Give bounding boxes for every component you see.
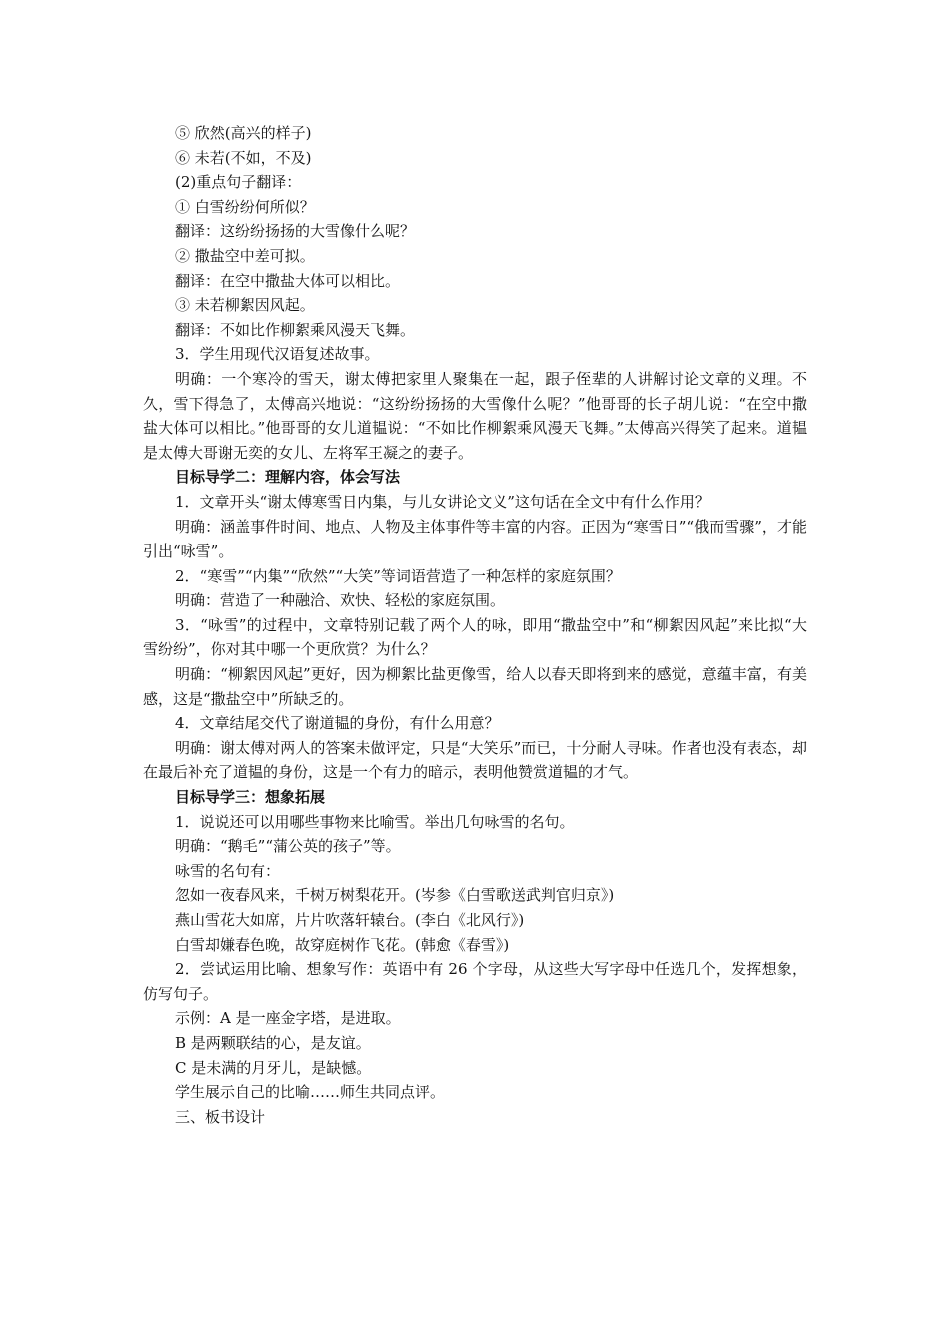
section-heading-translation: (2)重点句子翻译：: [175, 173, 302, 192]
example-c: C 是未满的月牙儿，是缺憾。: [175, 1058, 372, 1077]
famous-line-1: 忽如一夜春风来，千树万树梨花开。(岑参《白雪歌送武判官归京》): [175, 886, 615, 905]
question-2: 2．“寒雪”“内集”“欣然”“大笑”等词语营造了一种怎样的家庭氛围？: [175, 566, 621, 585]
famous-line-2: 燕山雪花大如席，片片吹落轩辕台。(李白《北风行》): [175, 911, 525, 929]
document-body: [143, 121, 807, 1129]
question-1: 1．文章开头“谢太傅寒雪日内集，与儿女讲论文义”这句话在全文中有什么作用？: [175, 492, 710, 511]
translation-2: 翻译：在空中撒盐大体可以相比。: [175, 271, 401, 290]
extension-question-1: 1．说说还可以用哪些事物来比喻雪。举出几句咏雪的名句。: [175, 812, 575, 831]
answer-4: 明确：谢太傅对两人的答案未做评定，只是“大笑乐”而已，十分耐人寻味。作者也没有表态，却在最后补充了道韫的身份，这是一个有力的暗示，表明他赞赏道韫的才气。: [143, 738, 807, 782]
goal-heading-3: 目标导学三：想象拓展: [175, 788, 326, 807]
section-heading-board: 三、板书设计: [175, 1107, 266, 1126]
vocab-item-6: ⑥ 未若(不如，不及): [175, 148, 312, 167]
vocab-item-5: ⑤ 欣然(高兴的样子): [175, 124, 312, 142]
answer-1: 明确：涵盖事件时间、地点、人物及主体事件等丰富的内容。正因为“寒雪日”“俄而雪骤”，才能引出“咏雪”。: [143, 517, 807, 561]
translation-3: 翻译：不如比作柳絮乘风漫天飞舞。: [175, 320, 416, 339]
answer-2: 明确：营造了一种融洽、欢快、轻松的家庭氛围。: [175, 591, 506, 610]
task-retell: 3．学生用现代汉语复述故事。: [175, 345, 380, 364]
sentence-2: ② 撒盐空中差可拟。: [175, 246, 315, 265]
famous-line-3: 白雪却嫌春色晚，故穿庭树作飞花。(韩愈《春雪》): [175, 935, 510, 954]
translation-1: 翻译：这纷纷扬扬的大雪像什么呢？: [175, 222, 416, 241]
answer-3: 明确：“柳絮因风起”更好，因为柳絮比盐更像雪，给人以春天即将到来的感觉，意蕴丰富，有美感，这是“撒盐空中”所缺乏的。: [143, 665, 807, 708]
answer-retell: 明确：一个寒冷的雪天，谢太傅把家里人聚集在一起，跟子侄辈的人讲解讨论文章的义理。不久，雪下得急了，太傅高兴地说：“这纷纷扬扬的大雪像什么呢？”他哥哥的长子胡儿说：“在空中撒盐大体可以相比。”他哥哥的女儿道韫说：“不如比作柳絮乘风漫天飞舞。”太傅高兴得笑了起来。道韫是太傅大哥谢无奕的女儿、左将军王凝之的妻子。: [143, 369, 807, 462]
famous-lines-intro: 咏雪的名句有：: [175, 861, 281, 880]
example-a: 示例：A 是一座金字塔，是进取。: [175, 1009, 401, 1028]
question-3: 3．“咏雪”的过程中，文章特别记载了两个人的咏，即用“撒盐空中”和“柳絮因风起”来比拟“大雪纷纷”，你对其中哪一个更欣赏？为什么？: [143, 615, 807, 659]
extension-answer-1: 明确：“鹅毛”“蒲公英的孩子”等。: [175, 837, 401, 856]
student-sharing: 学生展示自己的比喻……师生共同点评。: [175, 1083, 446, 1102]
example-b: B 是两颗联结的心，是友谊。: [175, 1033, 371, 1052]
extension-question-2: 2．尝试运用比喻、想象写作：英语中有 26 个字母，从这些大写字母中任选几个，发挥想象，仿写句子。: [143, 960, 807, 1003]
sentence-3: ③ 未若柳絮因风起。: [175, 296, 315, 315]
question-4: 4．文章结尾交代了谢道韫的身份，有什么用意？: [175, 714, 500, 733]
goal-heading-2: 目标导学二：理解内容，体会写法: [175, 468, 401, 487]
sentence-1: ① 白雪纷纷何所似？: [175, 197, 315, 216]
